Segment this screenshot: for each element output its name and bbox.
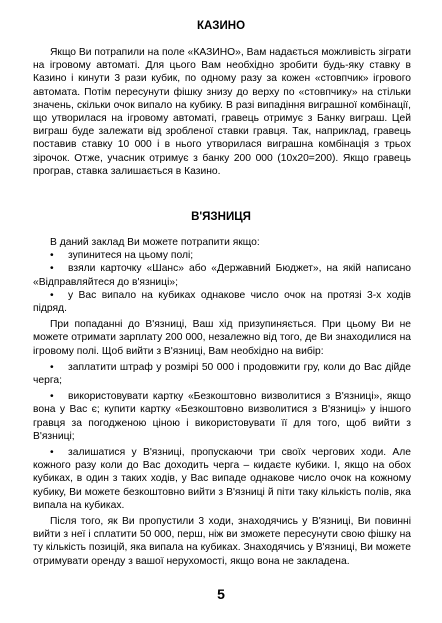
page-number: 5: [217, 586, 225, 602]
prison-final-paragraph: Після того, як Ви пропустили 3 ходи, знаходячись у В'язниці, Ви повинні вийти з неї і сплатити 50 000, перш, ніж ви зможете пересунути свою фішку на ту кількість позицій, яка випала на кубиках. Знаходячись у В'язниці, Ви можете отримувати оренду з вашої нерухомості, якщо вона не закладена.: [33, 516, 411, 567]
exit-option-item: [33, 390, 411, 443]
casino-section: [33, 46, 411, 178]
prison-intro: В даний заклад Ви можете потрапити якщо:: [50, 237, 260, 248]
prison-section: [33, 236, 411, 568]
entry-condition-item: [33, 262, 411, 288]
exit-option-text: використовувати картку «Безкоштовно визволитися з В'язниці», якщо вона у Вас є; купити картку «Безкоштовно визволитися з В'язниці» у іншого гравця за погодженою ціною і використовувати її для того, щоб вийти з В'язниці;: [33, 391, 411, 442]
exit-option-item: [33, 446, 411, 512]
bullet-icon: •: [50, 250, 54, 262]
entry-condition-text: зупинитеся на цьому полі;: [68, 250, 194, 262]
bullet-icon: •: [50, 361, 54, 373]
exit-option-text: залишатися у В'язниці, пропускаючи три своїх чергових ходи. Але кожного разу коли до Вас доходить черга – кидаєте кубики. І, якщо на обох кубиках, в один з таких ходів, у Вас випаде однакове число очок на кожному кубику, Ви можете безкоштовно вийти з В'язниці й піти таку кількість полів, яка випала на кубиках.: [33, 447, 411, 511]
bullet-icon: •: [50, 391, 54, 403]
entry-condition-item: [33, 289, 411, 315]
exit-option-text: заплатити штраф у розмірі 50 000 і продовжити гру, коли до Вас дійде черга;: [33, 361, 411, 387]
casino-heading: КАЗИНО: [196, 20, 246, 32]
casino-paragraph: Якщо Ви потрапили на поле «КАЗИНО», Вам надається можливість зіграти на ігровому автоматі. Для цього Вам необхідно зробити будь-яку ставку в Казино і кинути 3 рази кубик, по одному разу за кожен «стовпчик» ігрового автомата. Потім пересунути фішку знизу до верху по «стовпчику» на стільки значень, скільки очок випало на кубику. В разі випадіння виграшної комбінації, що утворилася на ігровому автоматі, гравець отримує з Банку виграш. Цей виграш буде залежати від зробленої ставки гравця. Так, наприклад, гравець поставив ставку 10 000 і в нього утворилася виграшна комбінація з трьох зірочок. Отже, учасник отримує з банку 200 000 (10x20=200). Якщо гравець програв, ставка залишається в Казино.: [33, 47, 411, 177]
prison-rules-paragraph: При попаданні до В'язниці, Ваш хід призупиняється. При цьому Ви не можете отримати зарплату 200 000, незалежно від того, де Ви знаходилися на ігровому полі. Щоб вийти з В'язниці, Вам необхідно на вибір:: [33, 319, 411, 357]
prison-heading: В'ЯЗНИЦЯ: [191, 211, 251, 223]
exit-option-item: [33, 361, 411, 387]
entry-condition-text: взяли карточку «Шанс» або «Державний Бюджет», на якій написано «Відправляйтеся до в'язниці»;: [33, 263, 411, 288]
bullet-icon: •: [50, 263, 54, 275]
entry-condition-text: у Вас випало на кубиках однакове число очок на протязі 3-х ходів підряд.: [33, 289, 411, 315]
bullet-icon: •: [50, 289, 54, 301]
entry-condition-item: [33, 249, 411, 262]
bullet-icon: •: [50, 447, 54, 459]
